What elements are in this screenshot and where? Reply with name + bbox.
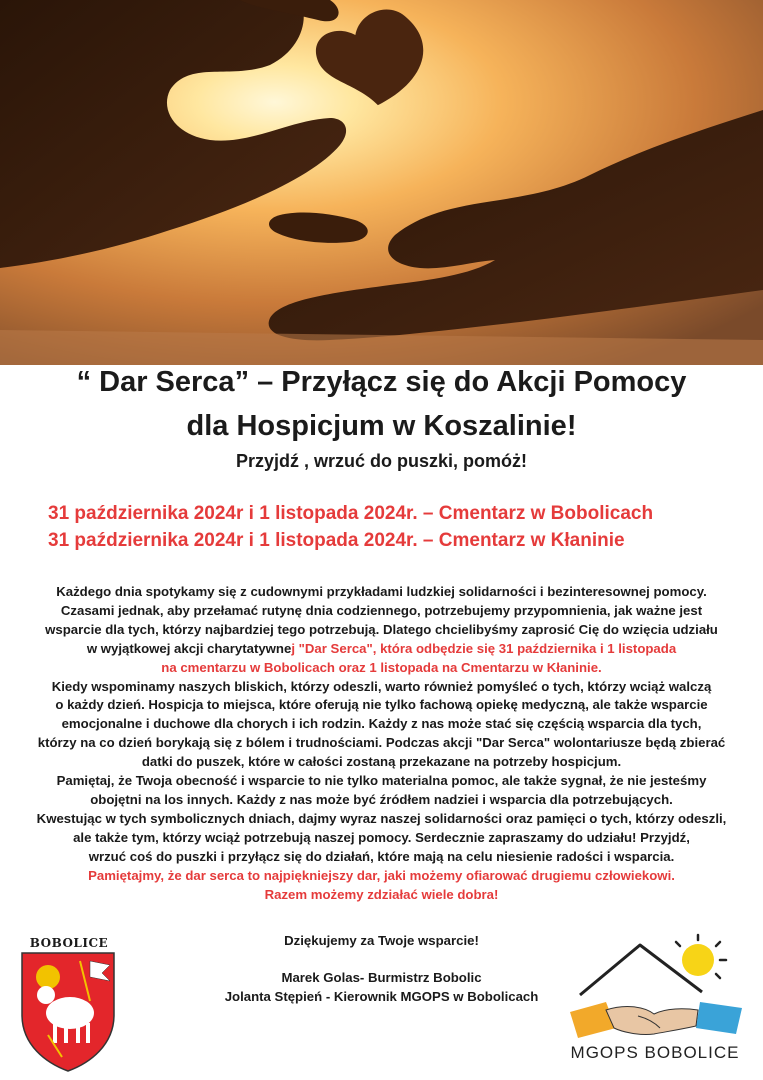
- event-date-bobolice: 31 października 2024r i 1 listopada 2024r. – Cmentarz w Bobolicach: [48, 503, 654, 524]
- body-line: wsparcie dla tych, którzy najbardziej tego potrzebują. Dlatego chcielibyśmy zaprosić Cię do wzięcia udziału: [45, 621, 718, 637]
- body-line: o każdy dzień. Hospicja to miejsca, które oferują nie tylko fachową opiekę medyczną, ale także wsparcie: [55, 697, 708, 713]
- signer-mgops-head: Jolanta Stępień - Kierownik MGOPS w Bobolicach: [224, 989, 539, 1004]
- body-line: emocjonalne i duchowe dla chorych i ich rodzin. Każdy z nas może stać się częścią wsparcia dla tych,: [61, 716, 702, 732]
- body-line: Czasami jednak, aby przełamać rutynę dnia codziennego, potrzebujemy przypomnienia, jak ważne jest: [60, 602, 703, 618]
- crest-label: BOBOLICE: [29, 936, 109, 950]
- hero-photo: [0, 0, 763, 365]
- event-date-klanino: 31 października 2024r i 1 listopada 2024r. – Cmentarz w Kłaninie: [48, 530, 625, 551]
- closing-line: Razem możemy zdziałać wiele dobra!: [264, 886, 499, 902]
- body-line: Kiedy wspominamy naszych bliskich, którzy odeszli, warto również pomyśleć o tych, którzy wciąż walczą: [51, 678, 712, 694]
- hands-heart-photo: [0, 0, 763, 365]
- body-line: Każdego dnia spotykamy się z cudownymi przykładami ludzkiej solidarności i bezinteresownej pomocy.: [56, 584, 707, 599]
- body-line: którzy na co dzień borykają się z bólem i trudnościami. Podczas akcji "Dar Serca" wolontariusze będą zbierać: [37, 735, 726, 751]
- body-line: Pamiętaj, że Twoja obecność i wsparcie to nie tylko materialna pomoc, ale także sygnał, że nie jesteśmy: [56, 773, 707, 789]
- body-line-part: w wyjątkowej akcji charytatywne: [86, 640, 292, 656]
- body-line: wrzuć coś do puszki i przyłącz się do działań, które mają na celu niesienie radości i wsparcia.: [88, 848, 675, 864]
- signer-mayor: Marek Golas- Burmistrz Bobolic: [281, 970, 482, 985]
- page-title-line-1: “ Dar Serca” – Przyłącz się do Akcji Pomocy: [76, 366, 687, 398]
- mgops-label: MGOPS BOBOLICE: [570, 1043, 740, 1062]
- body-line-mixed: [8, 640, 755, 659]
- page-title-line-2: dla Hospicjum w Koszalinie!: [186, 410, 577, 442]
- page-subtitle: Przyjdź , wrzuć do puszki, pomóż!: [235, 451, 528, 471]
- body-line-highlight: na cmentarzu w Bobolicach oraz 1 listopada na Cmentarzu w Kłaninie.: [161, 659, 602, 675]
- closing-line: Pamiętajmy, że dar serca to najpiękniejszy dar, jaki możemy ofiarować drugiemu człowiekowi.: [88, 867, 675, 883]
- bobolice-crest-icon: [18, 935, 118, 1075]
- body-line: obojętni na los innych. Każdy z nas może być źródłem nadziei i wsparcia dla potrzebujących.: [90, 791, 673, 807]
- thanks-text: Dziękujemy za Twoje wsparcie!: [284, 933, 479, 948]
- body-line: ale także tym, którzy wciąż potrzebują naszej pomocy. Serdecznie zapraszamy do udziału! Przyjdź,: [73, 829, 690, 845]
- body-line: Kwestując w tych symbolicznych dniach, dajmy wyraz naszej solidarności oraz pamięci o tych, którzy odeszli,: [36, 810, 727, 826]
- body-line: datki do puszek, które w całości zostaną przekazane na potrzeby hospicjum.: [141, 754, 622, 770]
- body-text: [8, 583, 755, 904]
- event-dates: [48, 500, 653, 554]
- body-line-highlight: j "Dar Serca", która odbędzie się 31 października i 1 listopada: [291, 640, 677, 656]
